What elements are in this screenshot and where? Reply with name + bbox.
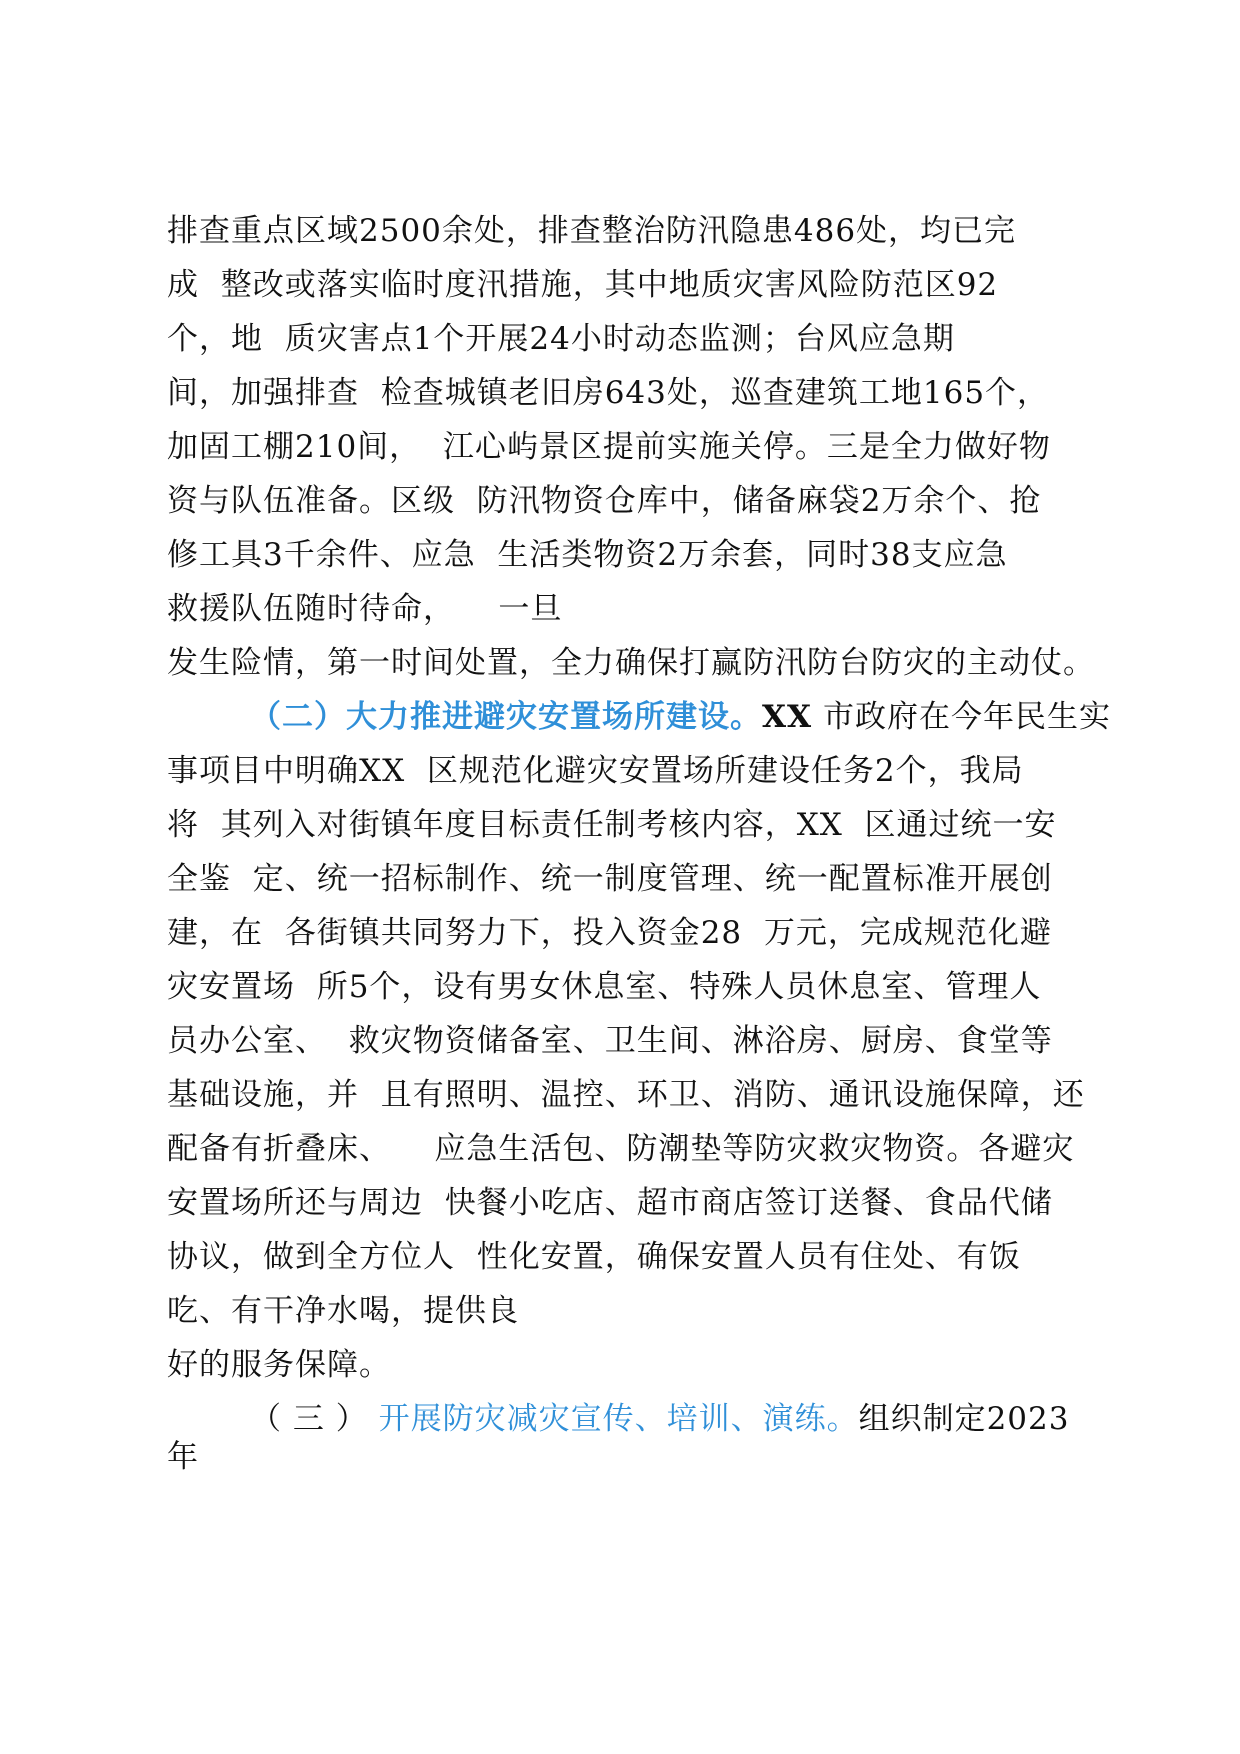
- text-line: 成 整改或落实临时度汛措施，其中地质灾害风险防范区92: [167, 267, 999, 303]
- section-number: （二）: [250, 699, 346, 735]
- text-line: 发生险情，第一时间处置，全力确保打赢防汛防台防灾的主动仗。: [167, 645, 1095, 681]
- text-line: 安置场所还与周边 快餐小吃店、超市商店签订送餐、食品代储: [167, 1185, 1053, 1221]
- text-line: 间，加强排查 检查城镇老旧房643处，巡查建筑工地165个，: [167, 375, 1050, 411]
- text-line: 建，在 各街镇共同努力下，投入资金28 万元，完成规范化避: [167, 915, 1052, 951]
- section-rest: 组织制定2023: [858, 1401, 1070, 1437]
- text-line: 加固工棚210间， 江心屿景区提前实施关停。三是全力做好物: [167, 429, 1051, 465]
- text-line: 基础设施，并 且有照明、温控、环卫、消防、通讯设施保障，还: [167, 1077, 1085, 1113]
- section-heading: 大力推进避灾安置场所建设。: [346, 699, 762, 735]
- text-line: 全鉴 定、统一招标制作、统一制度管理、统一配置标准开展创: [167, 861, 1053, 897]
- section-heading-line: [250, 1392, 1069, 1446]
- text-line: 个，地 质灾害点1个开展24小时动态监测；台风应急期: [167, 321, 955, 357]
- text-line: 修工具3千余件、应急 生活类物资2万余套，同时38支应急: [167, 537, 1008, 573]
- section-heading: 开展防灾减灾宣传、培训、演练。: [378, 1401, 859, 1437]
- section-first-line-rest: 市政府在今年民生实: [822, 699, 1111, 735]
- section-heading-line: [250, 690, 1111, 744]
- text-line: 好的服务保障。: [167, 1347, 391, 1383]
- text-line: 排查重点区域2500余处，排查整治防汛隐患486处，均已完: [167, 213, 1017, 249]
- text-line: 将 其列入对街镇年度目标责任制考核内容，XX 区通过统一安: [167, 807, 1057, 843]
- text-line: 员办公室、 救灾物资储备室、卫生间、淋浴房、厨房、食堂等: [167, 1023, 1053, 1059]
- text-line: 吃、有干净水喝，提供良: [167, 1293, 519, 1329]
- text-line: 资与队伍准备。区级 防汛物资仓库中，储备麻袋2万余个、抢: [167, 483, 1042, 519]
- text-line: 配备有折叠床、 应急生活包、防潮垫等防灾救灾物资。各避灾: [167, 1131, 1075, 1167]
- text-line: 救援队伍随时待命， 一旦: [167, 591, 563, 627]
- text-line: 协议，做到全方位人 性化安置，确保安置人员有住处、有饭: [167, 1239, 1021, 1275]
- section-number: （ 三 ）: [250, 1401, 368, 1437]
- text-line: 灾安置场 所5个，设有男女休息室、特殊人员休息室、管理人: [167, 969, 1042, 1005]
- section-lead: XX: [762, 699, 813, 735]
- text-line: 年: [167, 1439, 199, 1475]
- text-line: 事项目中明确XX 区规范化避灾安置场所建设任务2个，我局: [167, 753, 1024, 789]
